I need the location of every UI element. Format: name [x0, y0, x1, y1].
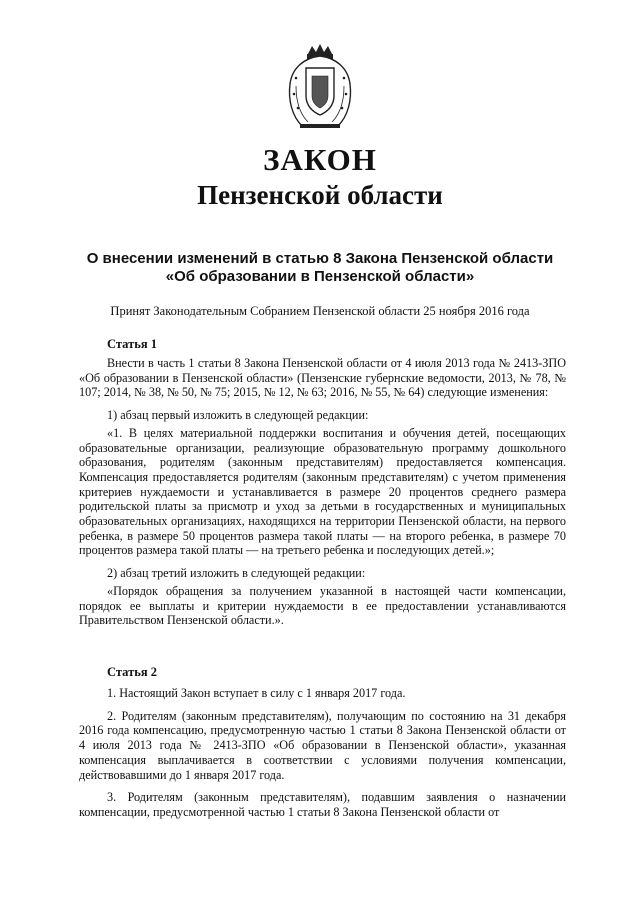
article-1-body	[79, 356, 566, 636]
article-1-intro: Внести в часть 1 статьи 8 Закона Пензенской области от 4 июля 2013 года № 2413-ЗПО «Об образовании в Пензенской области» (Пензенские губернские ведомости, 2013, № 78, № 107; 2014, № 38, № 50, № 75; 2015, № 12, № 63; 2016, № 55, № 64) следующие изменения:	[79, 356, 566, 400]
law-name-line-1: О внесении изменений в статью 8 Закона Пензенской области	[86, 250, 554, 267]
document-title: ЗАКОН	[263, 142, 377, 177]
article-2-paragraph-1: 1. Настоящий Закон вступает в силу с 1 января 2017 года.	[107, 686, 406, 700]
article-1-heading: Статья 1	[107, 337, 157, 351]
article-2-heading: Статья 2	[107, 665, 157, 679]
article-1-item-1: 1) абзац первый изложить в следующей редакции:	[107, 408, 369, 423]
article-2-body	[79, 686, 566, 828]
article-1-quote-2: «Порядок обращения за получением указанной в настоящей части компенсации, порядок ее выплаты и критерии нуждаемости в ее предоставлении устанавливаются Правительством Пензенской области.».	[79, 583, 566, 628]
article-2-paragraph-3: 3. Родителям (законным представителям), подавшим заявления о назначении компенсации, предусмотренной частью 1 статьи 8 Закона Пензенской области от	[79, 790, 566, 819]
law-name-line-2: «Об образовании в Пензенской области»	[165, 268, 475, 285]
coat-of-arms-icon	[282, 42, 358, 130]
adoption-note: Принят Законодательным Собранием Пензенской области 25 ноября 2016 года	[110, 304, 530, 318]
article-2-paragraph-2: 2. Родителям (законным представителям), получающим по состоянию на 31 декабря 2016 года компенсацию, предусмотренную частью 1 статьи 8 Закона Пензенской области от 4 июля 2013 года № 2413-ЗПО «Об образовании в Пензенской области», указанная компенсация выплачивается в соответствии с условиями получения компенсации, действовавшими до 1 января 2017 года.	[79, 708, 566, 782]
article-1-item-2: 2) абзац третий изложить в следующей редакции:	[107, 566, 366, 581]
article-1-quote-1: «1. В целях материальной поддержки воспитания и обучения детей, посещающих образовательные организации, реализующие образовательную программу дошкольного образования, родителям (законным представителям) предоставляется компенсация. Компенсация предоставляется родителям (законным представителям) с учетом применения критериев нуждаемости и устанавливается в размере 20 процентов среднего размера родительской платы за присмотр и уход за детьми в государственных и муниципальных образовательных организациях, находящихся на территории Пензенской области, на первого ребенка, в размере 50 процентов размера такой платы — на второго ребенка, в размере 70 процентов размера такой платы — на третьего ребенка и последующих детей.»;	[79, 425, 566, 558]
document-subtitle: Пензенской области	[197, 180, 443, 210]
